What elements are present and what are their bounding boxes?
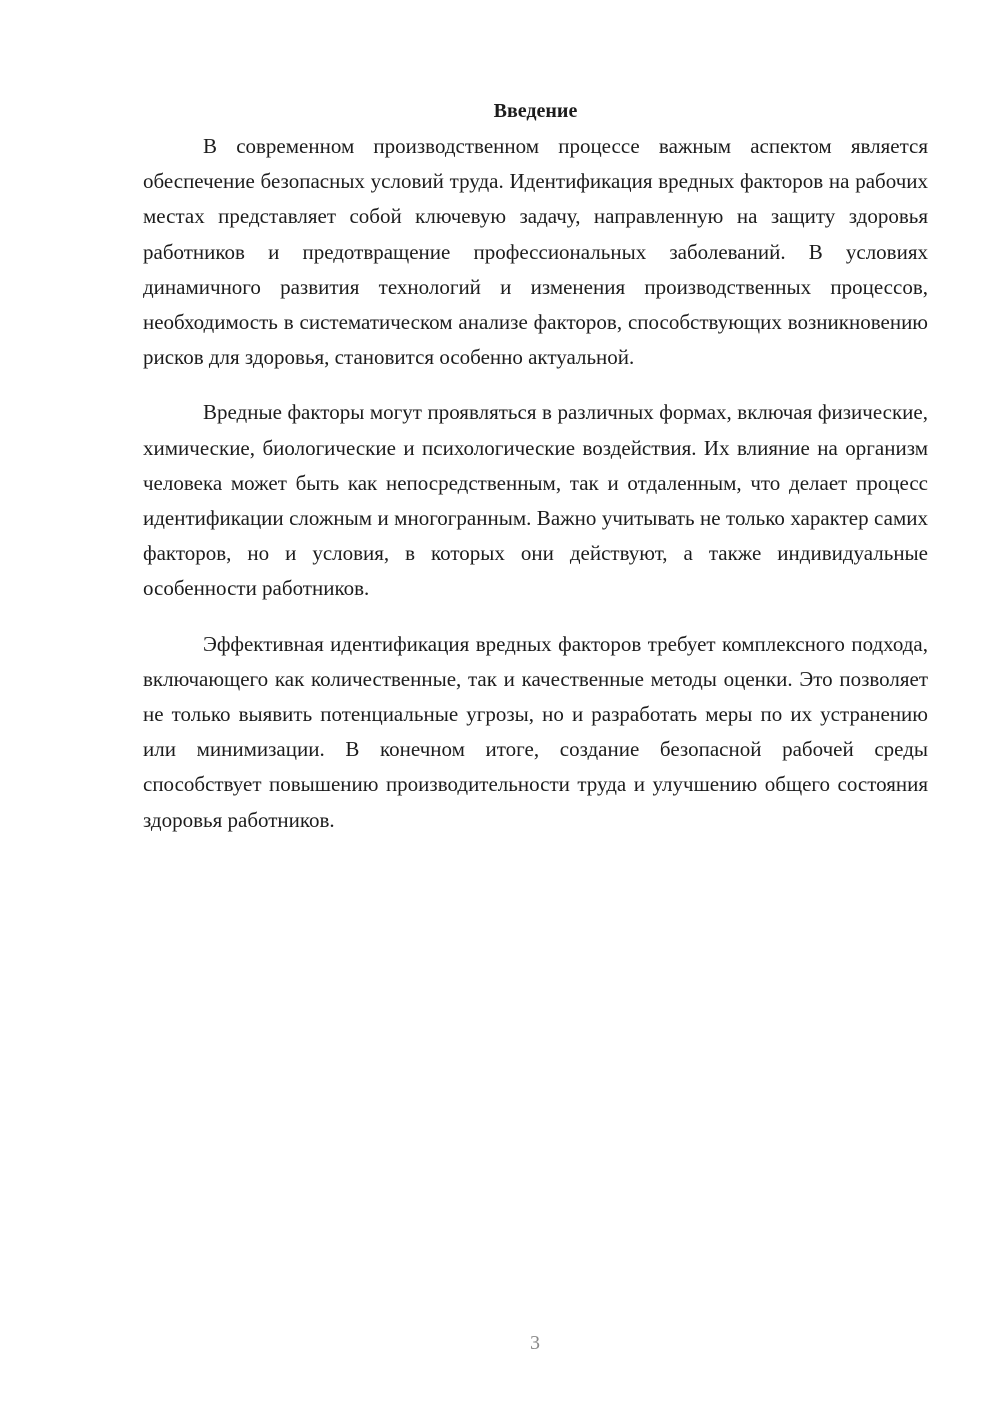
paragraph-2: Вредные факторы могут проявляться в различных формах, включая физические, химические, биологические и психологические воздействия. Их влияние на организм человека может быть как непосредственным, так и отдаленным, что делает процесс идентификации сложным и многогранным. Важно учитывать не только характер самих факторов, но и условия, в которых они действуют, а также индивидуальные особенности работников. bbox=[143, 400, 928, 601]
page-title: Введение bbox=[493, 100, 578, 122]
paragraph-1: В современном производственном процессе важным аспектом является обеспечение безопасных условий труда. Идентификация вредных факторов на рабочих местах представляет собой ключевую задачу, направленную на защиту здоровья работников и предотвращение профессиональных заболеваний. В условиях динамичного развития технологий и изменения производственных процессов, необходимость в систематическом анализе факторов, способствующих возникновению рисков для здоровья, становится особенно актуальной. bbox=[143, 134, 928, 370]
paragraph-3: Эффективная идентификация вредных факторов требует комплексного подхода, включающего как количественные, так и качественные методы оценки. Это позволяет не только выявить потенциальные угрозы, но и разработать меры по их устранению или минимизации. В конечном итоге, создание безопасной рабочей среды способствует повышению производительности труда и улучшению общего состояния здоровья работников. bbox=[143, 631, 928, 832]
page-number: 3 bbox=[530, 1332, 540, 1354]
page-content bbox=[143, 96, 928, 858]
